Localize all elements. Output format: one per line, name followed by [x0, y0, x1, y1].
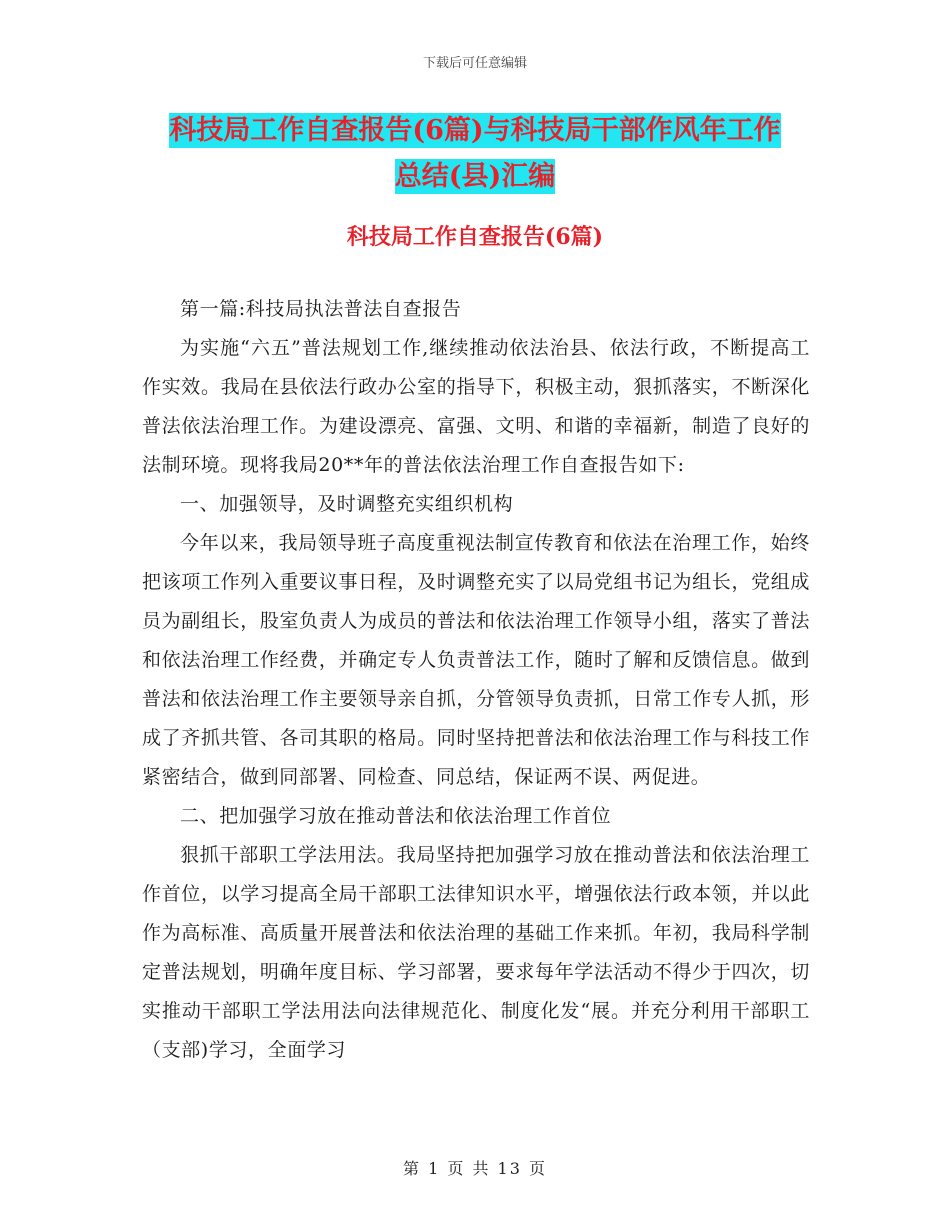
- paragraph-1: 为实施“六五”普法规划工作,继续推动依法治县、依法行政，不断提高工作实效。我局在县依法行政办公室的指导下，积极主动，狠抓落实，不断深化普法依法治理工作。为建设漂亮、富强、文明、和谐的幸福新，制造了良好的法制环境。现将我局20**年的普法依法治理工作自查报告如下:: [142, 337, 810, 476]
- document-title-line-1: 科技局工作自查报告(6篇)与科技局干部作风年工作: [169, 115, 781, 146]
- paragraph-subheading-1: 第一篇:科技局执法普法自查报告: [180, 298, 462, 320]
- paragraph-2: 今年以来，我局领导班子高度重视法制宣传教育和依法在治理工作，始终把该项工作列入重要议事日程，及时调整充实了以局党组书记为组长，党组成员为副组长，股室负责人为成员的普法和依法治理工作领导小组，落实了普法和依法治理工作经费，并确定专人负责普法工作，随时了解和反馈信息。做到普法和依法治理工作主要领导亲自抓，分管领导负责抓，日常工作专人抓，形成了齐抓共管、各司其职的格局。同时坚持把普法和依法治理工作与科技工作紧密结合，做到同部署、同检查、同总结，保证两不误、两促进。: [142, 532, 810, 788]
- document-title-line-2: 总结(县)汇编: [394, 161, 556, 192]
- section-title: 科技局工作自查报告(6篇): [346, 224, 604, 250]
- document-title: [140, 108, 810, 200]
- page-number-footer: 第 1 页 共 13 页: [403, 1159, 547, 1178]
- paragraph-heading-1: 一、加强领导，及时调整充实组织机构: [180, 493, 514, 515]
- paragraph-3: 狠抓干部职工学法用法。我局坚持把加强学习放在推动普法和依法治理工作首位，以学习提高全局干部职工法律知识水平，增强依法行政本领，并以此作为高标准、高质量开展普法和依法治理的基础工作来抓。年初，我局科学制定普法规划，明确年度目标、学习部署，要求每年学法活动不得少于四次，切实推动干部职工学法用法向法律规范化、制度化发“展。并充分利用干部职工（支部)学习，全面学习: [142, 844, 810, 1061]
- paragraph-heading-2: 二、把加强学习放在推动普法和依法治理工作首位: [180, 805, 612, 827]
- page-header-note: 下载后可任意编辑: [422, 56, 527, 71]
- document-body: [142, 290, 810, 1070]
